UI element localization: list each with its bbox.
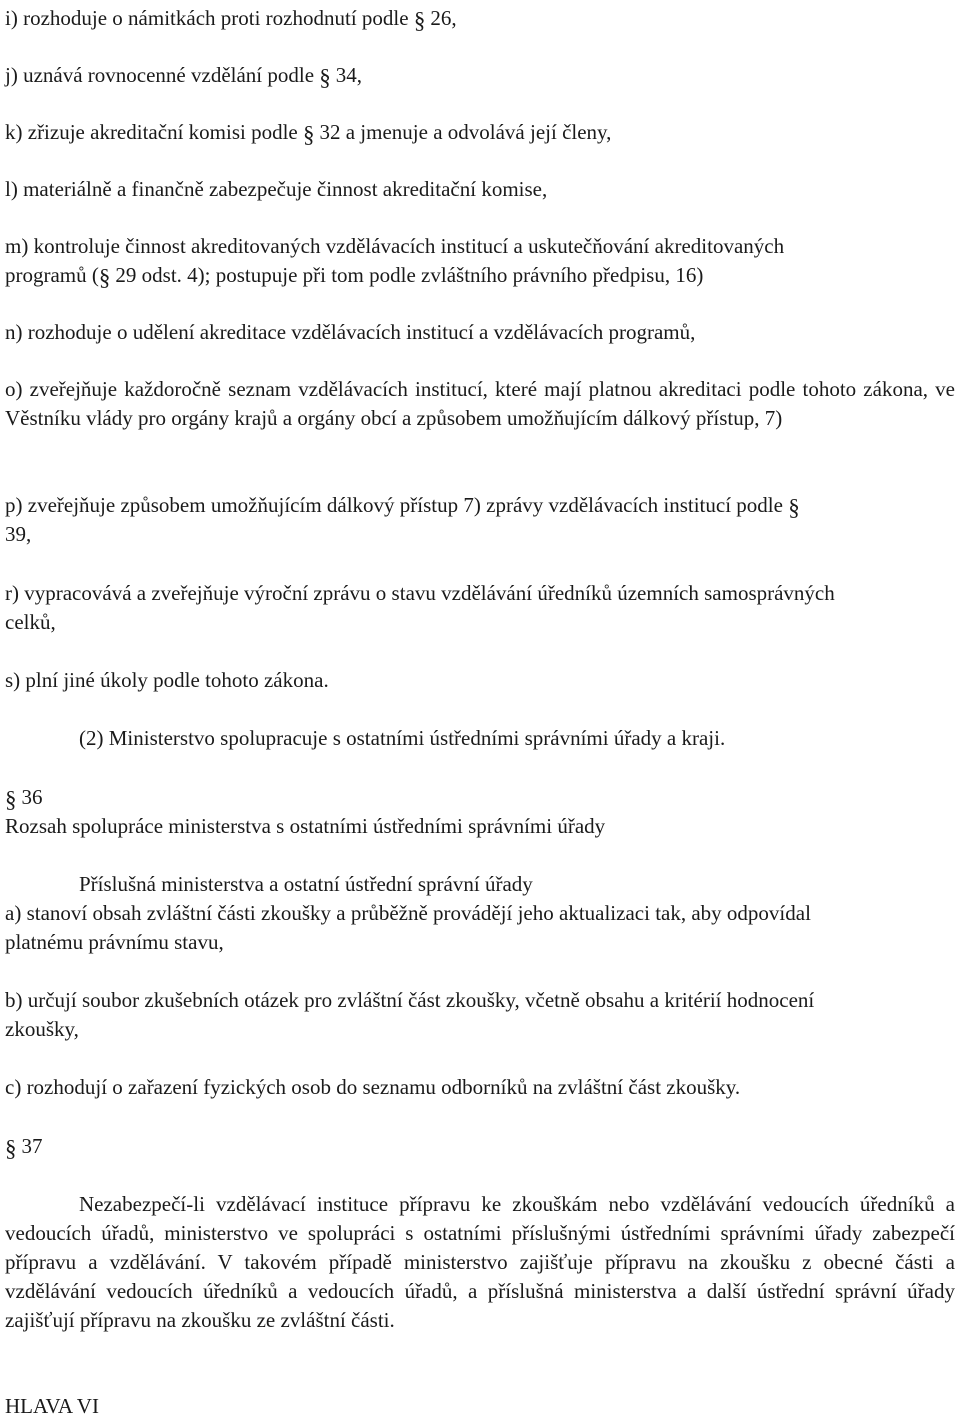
section-sign-icon: § <box>5 1136 17 1161</box>
section-sign-icon: § <box>5 787 17 812</box>
section-36-item-c: c) rozhodují o zařazení fyzických osob do seznamu odborníků na zvláštní část zkoušky. <box>5 1075 741 1099</box>
list-item-i: i) rozhoduje o námitkách proti rozhodnutí podle § 26, <box>5 6 457 33</box>
section-sign-icon: § <box>302 122 315 147</box>
section-36-heading: § 36 <box>5 785 43 812</box>
list-item-p: p) zveřejňuje způsobem umožňujícím dálkový přístup 7) zprávy vzdělávacích institucí podle § 39, <box>5 493 800 546</box>
chapter-heading: HLAVA VI <box>5 1394 99 1418</box>
section-sign-icon: § <box>319 65 331 90</box>
section-36-title: Rozsah spolupráce ministerstva s ostatními ústředními správními úřady <box>5 814 606 838</box>
section-36-item-a: a) stanoví obsah zvláštní části zkoušky a průběžně provádějí jeho aktualizaci tak, aby odpovídal platnému právnímu stavu, <box>5 901 811 954</box>
list-item-r: r) vypracovává a zveřejňuje výroční zprávu o stavu vzdělávání úředníků územních samosprávných celků, <box>5 581 835 634</box>
section-37-text: Nezabezpečí-li vzdělávací instituce přípravu ke zkouškám nebo vzdělávání vedoucích úředníků a vedoucích úřadů, ministerstvo ve spolupráci s ostatními příslušnými ústředními správními úřady zabezpečí přípravu a vzdělávání. V takovém případě ministerstvo zajišťuje přípravu na zkoušku z obecné části a vzdělávání vedoucích úředníků a vedoucích úřadů, a příslušná ministerstva a další ústřední správní úřady zajišťují přípravu na zkoušku ze zvláštní části. <box>5 1192 955 1332</box>
list-item-k: k) zřizuje akreditační komisi podle § 32 a jmenuje a odvolává její členy, <box>5 120 612 147</box>
list-item-n: n) rozhoduje o udělení akreditace vzdělávacích institucí a vzdělávacích programů, <box>5 320 696 344</box>
section-37-heading: § 37 <box>5 1134 43 1161</box>
section-sign-icon: § <box>413 8 426 33</box>
section-36-item-b: b) určují soubor zkušebních otázek pro zvláštní část zkoušky, včetně obsahu a kritérií hodnocení zkoušky, <box>5 988 815 1041</box>
section-sign-icon: § <box>98 265 111 290</box>
list-item-m: m) kontroluje činnost akreditovaných vzdělávacích institucí a uskutečňování akreditovaných programů (§ 29 odst. 4); postupuje při tom podle zvláštního právního předpisu, 16) <box>5 234 785 290</box>
section-sign-icon: § <box>788 495 800 520</box>
list-item-j: j) uznává rovnocenné vzdělání podle § 34, <box>5 63 363 90</box>
list-item-o: o) zveřejňuje každoročně seznam vzdělávacích institucí, které mají platnou akreditaci podle tohoto zákona, ve Věstníku vlády pro orgány krajů a orgány obcí a způsobem umožňujícím dálkový přístup, 7) <box>5 377 955 430</box>
list-item-l: l) materiálně a finančně zabezpečuje činnost akreditační komise, <box>5 177 548 201</box>
section-36-intro: Příslušná ministerstva a ostatní ústřední správní úřady <box>79 872 533 896</box>
paragraph-2: (2) Ministerstvo spolupracuje s ostatními ústředními správními úřady a kraji. <box>79 726 726 750</box>
list-item-s: s) plní jiné úkoly podle tohoto zákona. <box>5 668 329 692</box>
